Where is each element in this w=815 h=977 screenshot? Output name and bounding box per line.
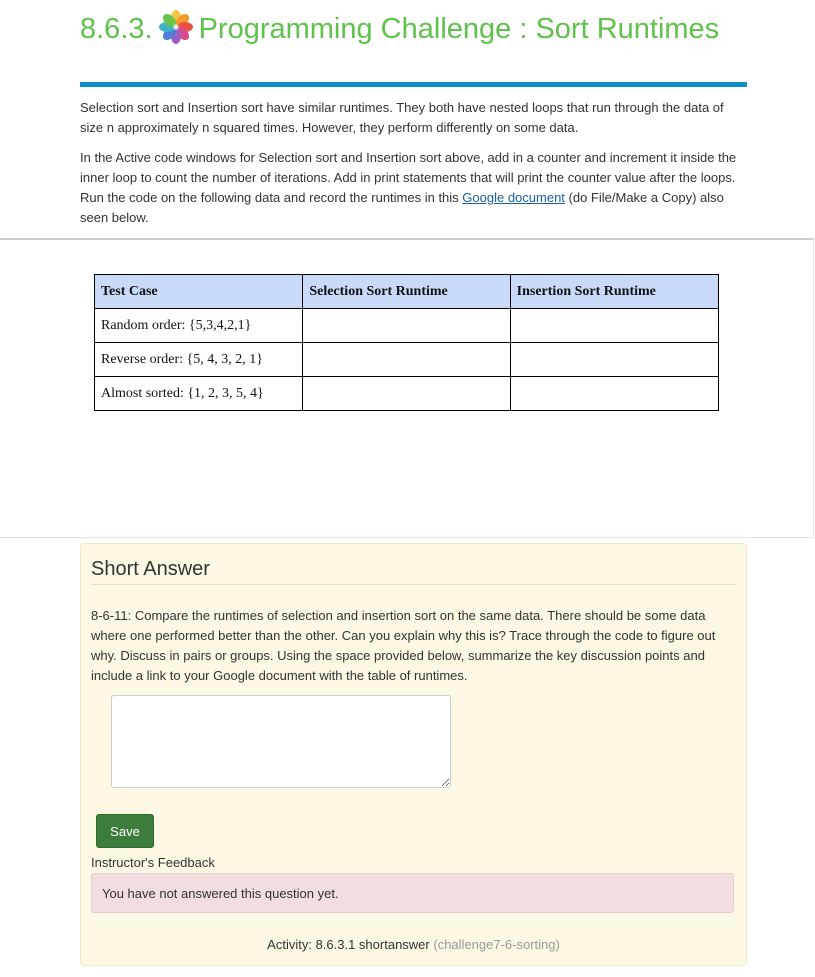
heading-underline bbox=[80, 82, 747, 87]
table-row bbox=[95, 309, 719, 343]
header-test-case: Test Case bbox=[95, 275, 303, 309]
intro-paragraph-1: Selection sort and Insertion sort have similar runtimes. They both have nested loops that run through the data of size n approximately n squared times. However, they perform differently on some data. bbox=[80, 100, 724, 135]
header-selection-sort-runtime: Selection Sort Runtime bbox=[303, 275, 510, 309]
table-row bbox=[95, 377, 719, 411]
section-title: Programming Challenge : Sort Runtimes bbox=[198, 13, 720, 45]
table-row bbox=[95, 343, 719, 377]
activity-label: Activity: 8.6.3.1 shortanswer bbox=[267, 937, 430, 952]
save-button[interactable]: Save bbox=[96, 814, 154, 848]
test-case-cell: Random order: {5,3,4,2,1} bbox=[95, 309, 303, 343]
instructor-feedback-label: Instructor's Feedback bbox=[91, 855, 215, 870]
short-answer-title: Short Answer bbox=[91, 558, 210, 580]
embedded-document-frame[interactable] bbox=[0, 238, 814, 538]
short-answer-textarea[interactable] bbox=[111, 695, 451, 788]
runtime-table-header-row bbox=[95, 275, 719, 309]
section-number: 8.6.3. bbox=[80, 13, 153, 45]
activity-id: (challenge7-6-sorting) bbox=[433, 937, 560, 952]
selection-runtime-cell bbox=[303, 343, 510, 377]
short-answer-question: 8-6-11: Compare the runtimes of selection and insertion sort on the same data. There should be some data where one performed better than the other. Can you explain why this is? Trace through the code to figure out why. Discuss in pairs or groups. Using the space provided below, summarize the key discussion points and include a link to your Google document with the table of runtimes. bbox=[91, 608, 716, 683]
google-document-link[interactable]: Google document bbox=[462, 190, 565, 205]
selection-runtime-cell bbox=[303, 309, 510, 343]
insertion-runtime-cell bbox=[510, 377, 718, 411]
activity-footer bbox=[81, 937, 746, 952]
insertion-runtime-cell bbox=[510, 309, 718, 343]
instructor-feedback-message: You have not answered this question yet. bbox=[91, 873, 734, 913]
header-insertion-sort-runtime: Insertion Sort Runtime bbox=[510, 275, 718, 309]
test-case-cell: Almost sorted: {1, 2, 3, 5, 4} bbox=[95, 377, 303, 411]
test-case-cell: Reverse order: {5, 4, 3, 2, 1} bbox=[95, 343, 303, 377]
runtime-table bbox=[94, 274, 719, 411]
intro-paragraph-2-tail: (do File/Make a Copy) also seen below. bbox=[80, 190, 724, 225]
short-answer-card bbox=[80, 543, 747, 966]
intro-paragraph-2-text: In the Active code windows for Selection sort and Insertion sort above, add in a counter and increment it inside the inner loop to count the number of iterations. Add in print statements that will print the counter value after the loops. Run the code on the following data and record the runtimes in this bbox=[80, 150, 737, 205]
section-heading bbox=[80, 10, 747, 48]
runestone-flower-icon bbox=[159, 10, 193, 44]
selection-runtime-cell bbox=[303, 377, 510, 411]
intro-paragraph-2 bbox=[80, 148, 747, 228]
short-answer-divider bbox=[91, 584, 736, 585]
insertion-runtime-cell bbox=[510, 343, 718, 377]
